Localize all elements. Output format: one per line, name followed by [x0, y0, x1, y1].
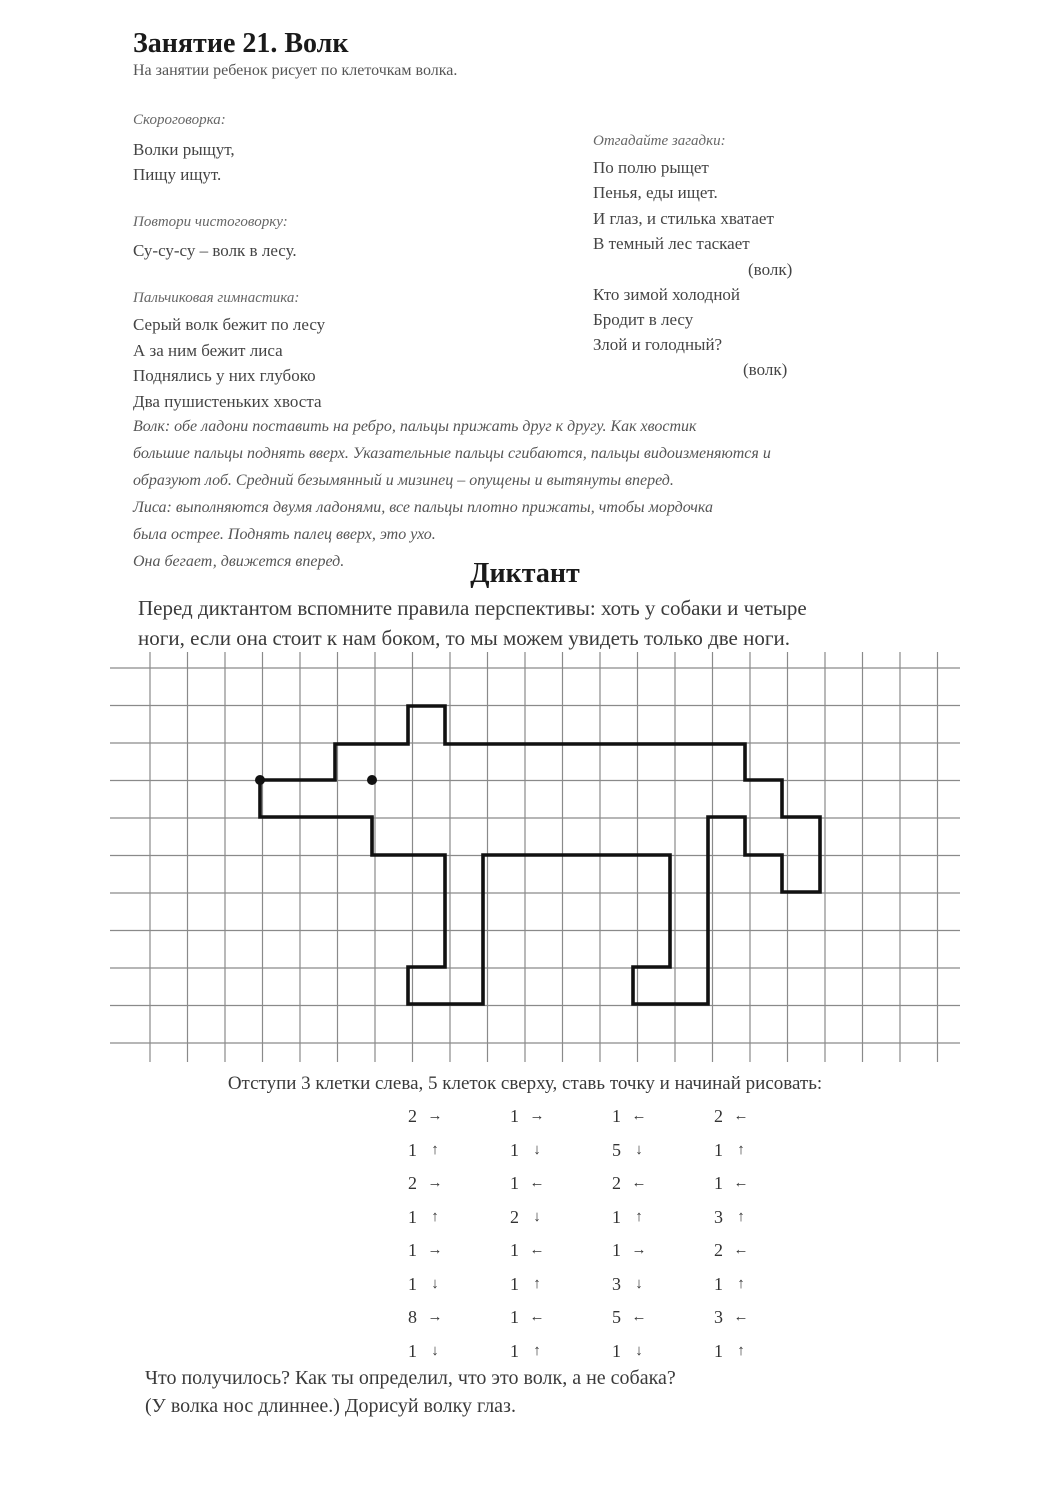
step-cell: [497, 1173, 599, 1194]
step-arrow-icon: ↑: [533, 1342, 541, 1359]
step-cell: [599, 1106, 701, 1127]
note-line: Волк: обе ладони поставить на ребро, пальцы прижать друг к другу. Как хвостик: [133, 418, 697, 435]
answer-line: (У волка нос длиннее.) Дорисуй волку глаз.: [145, 1395, 516, 1417]
dictation-title: Диктант: [470, 558, 580, 589]
closing-question: [145, 1364, 676, 1420]
step-count: 3: [714, 1206, 723, 1227]
gymnastics-notes: [133, 413, 953, 575]
step-arrow-icon: ↑: [737, 1208, 745, 1225]
step-arrow-icon: ↑: [431, 1141, 439, 1158]
step-arrow-icon: ←: [733, 1309, 749, 1326]
step-arrow-icon: ←: [733, 1242, 749, 1259]
riddle-line: По полю рыщет: [593, 158, 709, 177]
step-count: 1: [510, 1106, 519, 1127]
start-dot: [255, 775, 265, 785]
question-line: Что получилось? Как ты определил, что это волк, а не собака?: [145, 1367, 676, 1389]
step-arrow-icon: ↓: [635, 1141, 643, 1158]
note-line: большие пальцы поднять вверх. Указательные пальцы сгибаются, пальцы видоизменяются и: [133, 445, 771, 462]
step-arrow-icon: ↑: [737, 1275, 745, 1292]
step-count: 1: [612, 1340, 621, 1361]
tongue-twister-line: Волки рыщут,: [133, 140, 235, 159]
step-row: [395, 1100, 803, 1134]
step-arrow-icon: ↓: [635, 1275, 643, 1292]
step-cell: [701, 1173, 803, 1194]
step-cell: [395, 1341, 497, 1362]
step-arrow-icon: ↓: [533, 1208, 541, 1225]
step-count: 1: [408, 1206, 417, 1227]
step-arrow-icon: ↓: [635, 1342, 643, 1359]
repeat-heading: Повтори чистоговорку:: [133, 214, 288, 230]
note-line: образуют лоб. Средний безымянный и мизинец – опущены и вытянуты вперед.: [133, 472, 674, 489]
step-count: 1: [714, 1139, 723, 1160]
step-cell: [497, 1307, 599, 1328]
step-count: 5: [612, 1139, 621, 1160]
step-cell: [701, 1140, 803, 1161]
step-cell: [395, 1140, 497, 1161]
finger-gym-line: Два пушистеньких хвоста: [133, 392, 322, 411]
step-row: [395, 1134, 803, 1168]
note-line: Она бегает, движется вперед.: [133, 553, 345, 570]
step-count: 1: [408, 1240, 417, 1261]
step-count: 2: [714, 1106, 723, 1127]
repeat-line: Су-су-су – волк в лесу.: [133, 241, 297, 260]
step-count: 1: [510, 1240, 519, 1261]
step-count: 1: [408, 1139, 417, 1160]
grid-canvas: [110, 652, 960, 1062]
drawing-grid: [110, 652, 960, 1067]
step-cell: [599, 1240, 701, 1261]
step-count: 1: [510, 1307, 519, 1328]
step-arrow-icon: ↑: [533, 1275, 541, 1292]
step-cell: [395, 1307, 497, 1328]
step-arrow-icon: ↑: [431, 1208, 439, 1225]
riddle-line: Кто зимой холодной: [593, 285, 741, 304]
step-row: [395, 1167, 803, 1201]
step-count: 1: [612, 1240, 621, 1261]
dictation-intro-line: Перед диктантом вспомните правила перспективы: хоть у собаки и четыре: [138, 596, 807, 620]
step-cell: [599, 1173, 701, 1194]
dictation-intro-line: ноги, если она стоит к нам боком, то мы можем увидеть только две ноги.: [138, 626, 790, 650]
step-count: 2: [408, 1106, 417, 1127]
step-count: 5: [612, 1307, 621, 1328]
step-arrow-icon: →: [427, 1242, 443, 1259]
step-cell: [395, 1173, 497, 1194]
step-cell: [599, 1274, 701, 1295]
riddle-line: И глаз, и стилька хватает: [593, 209, 774, 228]
step-count: 1: [408, 1340, 417, 1361]
step-cell: [701, 1274, 803, 1295]
tongue-twister-line: Пищу ищут.: [133, 165, 222, 184]
step-count: 1: [510, 1340, 519, 1361]
step-cell: [497, 1106, 599, 1127]
step-arrow-icon: ←: [529, 1242, 545, 1259]
step-count: 1: [408, 1273, 417, 1294]
note-line: была острее. Поднять палец вверх, это ухо.: [133, 526, 436, 543]
step-count: 3: [612, 1273, 621, 1294]
step-cell: [497, 1207, 599, 1228]
step-cell: [599, 1207, 701, 1228]
step-arrow-icon: ←: [529, 1175, 545, 1192]
intro-text: На занятии ребенок рисует по клеточкам волка.: [133, 62, 458, 79]
step-count: 8: [408, 1307, 417, 1328]
dictation-instruction: Отступи 3 клетки слева, 5 клеток сверху, ставь точку и начинай рисовать:: [227, 1073, 823, 1094]
step-arrow-icon: →: [427, 1175, 443, 1192]
step-count: 1: [612, 1106, 621, 1127]
step-arrow-icon: ↑: [737, 1141, 745, 1158]
step-arrow-icon: ←: [529, 1309, 545, 1326]
step-count: 2: [408, 1173, 417, 1194]
finger-gym-line: А за ним бежит лиса: [133, 341, 283, 360]
step-arrow-icon: →: [529, 1108, 545, 1125]
step-arrow-icon: →: [427, 1309, 443, 1326]
step-count: 2: [714, 1240, 723, 1261]
step-cell: [395, 1207, 497, 1228]
step-arrow-icon: ↓: [431, 1342, 439, 1359]
step-count: 1: [714, 1273, 723, 1294]
page-title: Занятие 21. Волк: [133, 28, 349, 59]
step-arrow-icon: ↓: [533, 1141, 541, 1158]
step-count: 1: [612, 1206, 621, 1227]
step-count: 3: [714, 1307, 723, 1328]
finger-gym-heading: Пальчиковая гимнастика:: [133, 290, 300, 306]
step-arrow-icon: →: [427, 1108, 443, 1125]
step-row: [395, 1301, 803, 1335]
step-arrow-icon: ↑: [635, 1208, 643, 1225]
step-arrow-icon: ←: [631, 1108, 647, 1125]
riddles-heading: Отгадайте загадки:: [593, 133, 726, 149]
step-arrow-icon: ←: [733, 1108, 749, 1125]
step-row: [395, 1335, 803, 1369]
step-cell: [497, 1274, 599, 1295]
step-cell: [395, 1106, 497, 1127]
riddle-line: Пенья, еды ищет.: [593, 183, 718, 202]
step-cell: [599, 1307, 701, 1328]
note-line: Лиса: выполняются двумя ладонями, все пальцы плотно прижаты, чтобы мордочка: [133, 499, 714, 516]
step-cell: [701, 1307, 803, 1328]
step-count: 1: [714, 1340, 723, 1361]
finger-gym-line: Серый волк бежит по лесу: [133, 315, 326, 334]
step-cell: [599, 1341, 701, 1362]
riddle-answer: (волк): [748, 260, 793, 279]
riddle-line: Бродит в лесу: [593, 310, 694, 329]
step-count: 1: [510, 1139, 519, 1160]
step-cell: [497, 1341, 599, 1362]
step-arrow-icon: ↑: [737, 1342, 745, 1359]
step-cell: [701, 1207, 803, 1228]
step-cell: [497, 1140, 599, 1161]
step-cell: [701, 1341, 803, 1362]
step-cell: [395, 1274, 497, 1295]
step-cell: [701, 1240, 803, 1261]
wolf-eye: [367, 775, 377, 785]
step-count: 1: [510, 1273, 519, 1294]
finger-gym-line: Поднялись у них глубоко: [133, 366, 316, 385]
riddle-line: В темный лес таскает: [593, 234, 750, 253]
step-count: 1: [510, 1173, 519, 1194]
dictation-steps: [395, 1100, 803, 1368]
step-count: 2: [612, 1173, 621, 1194]
step-count: 2: [510, 1206, 519, 1227]
step-count: 1: [714, 1173, 723, 1194]
riddle-answer: (волк): [743, 360, 788, 379]
step-cell: [497, 1240, 599, 1261]
step-arrow-icon: ←: [631, 1175, 647, 1192]
tongue-twister-heading: Скороговорка:: [133, 112, 226, 128]
step-arrow-icon: →: [631, 1242, 647, 1259]
step-row: [395, 1201, 803, 1235]
step-row: [395, 1234, 803, 1268]
step-arrow-icon: ↓: [431, 1275, 439, 1292]
step-arrow-icon: ←: [733, 1175, 749, 1192]
step-cell: [701, 1106, 803, 1127]
step-cell: [599, 1140, 701, 1161]
riddle-line: Злой и голодный?: [593, 335, 723, 354]
step-arrow-icon: ←: [631, 1309, 647, 1326]
step-cell: [395, 1240, 497, 1261]
dictation-intro: [138, 593, 807, 653]
step-row: [395, 1268, 803, 1302]
